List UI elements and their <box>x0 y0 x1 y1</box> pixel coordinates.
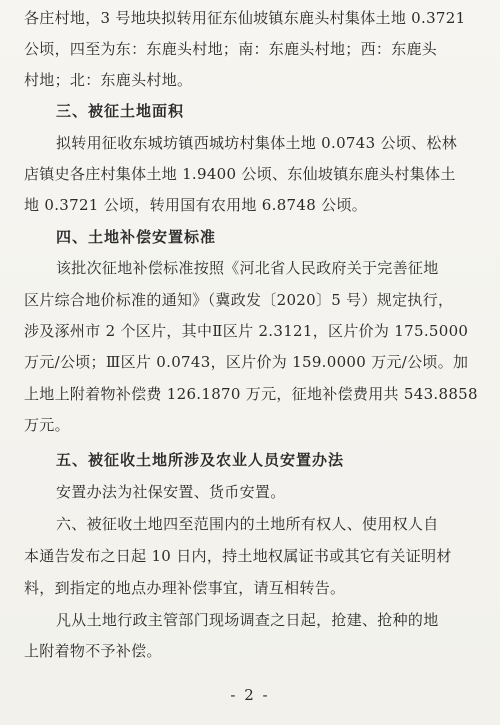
paragraph-line: 该批次征地补偿标准按照《河北省人民政府关于完善征地 <box>56 259 439 277</box>
paragraph-line: 本通告发布之日起 10 日内，持土地权属证书或其它有关证明材 <box>24 547 452 565</box>
section-heading: 五、被征收土地所涉及农业人员安置办法 <box>56 451 345 469</box>
paragraph-line: 村地；北：东鹿头村地。 <box>24 71 193 89</box>
paragraph-line: 各庄村地，3 号地块拟转用征东仙坡镇东鹿头村集体土地 0.3721 <box>24 9 466 27</box>
paragraph-line: 万元/公顷；Ⅲ区片 0.0743，区片价为 159.0000 万元/公顷。加 <box>24 353 469 371</box>
paragraph-line: 安置办法为社保安置、货币安置。 <box>56 483 286 501</box>
paragraph-line: 上地上附着物补偿费 126.1870 万元，征地补偿费用共 543.8858 <box>24 385 478 403</box>
paragraph-line: 凡从土地行政主管部门现场调查之日起，抢建、抢种的地 <box>56 611 439 629</box>
paragraph-line: 六、被征收土地四至范围内的土地所有权人、使用权人自 <box>56 515 439 533</box>
paragraph-line: 公顷，四至为东：东鹿头村地；南：东鹿头村地；西：东鹿头 <box>24 40 438 58</box>
section-heading: 四、土地补偿安置标准 <box>56 228 217 246</box>
paragraph-line: 地 0.3721 公顷，转用国有农用地 6.8748 公顷。 <box>24 196 368 214</box>
paragraph-line: 涉及涿州市 2 个区片，其中Ⅱ区片 2.3121，区片价为 175.5000 <box>24 322 469 340</box>
page-number: - 2 - <box>230 686 270 704</box>
paragraph-line: 料，到指定的地点办理补偿事宜，请互相转告。 <box>24 579 346 597</box>
paragraph-line: 上附着物不予补偿。 <box>24 642 162 660</box>
section-heading: 三、被征土地面积 <box>56 102 185 120</box>
paragraph-line: 万元。 <box>24 416 70 434</box>
paragraph-line: 区片综合地价标准的通知》（冀政发〔2020〕5 号）规定执行， <box>24 291 454 309</box>
paragraph-line: 拟转用征收东城坊镇西城坊村集体土地 0.0743 公顷、松林 <box>56 134 458 152</box>
paragraph-line: 店镇史各庄村集体土地 1.9400 公顷、东仙坡镇东鹿头村集体土 <box>24 165 456 183</box>
